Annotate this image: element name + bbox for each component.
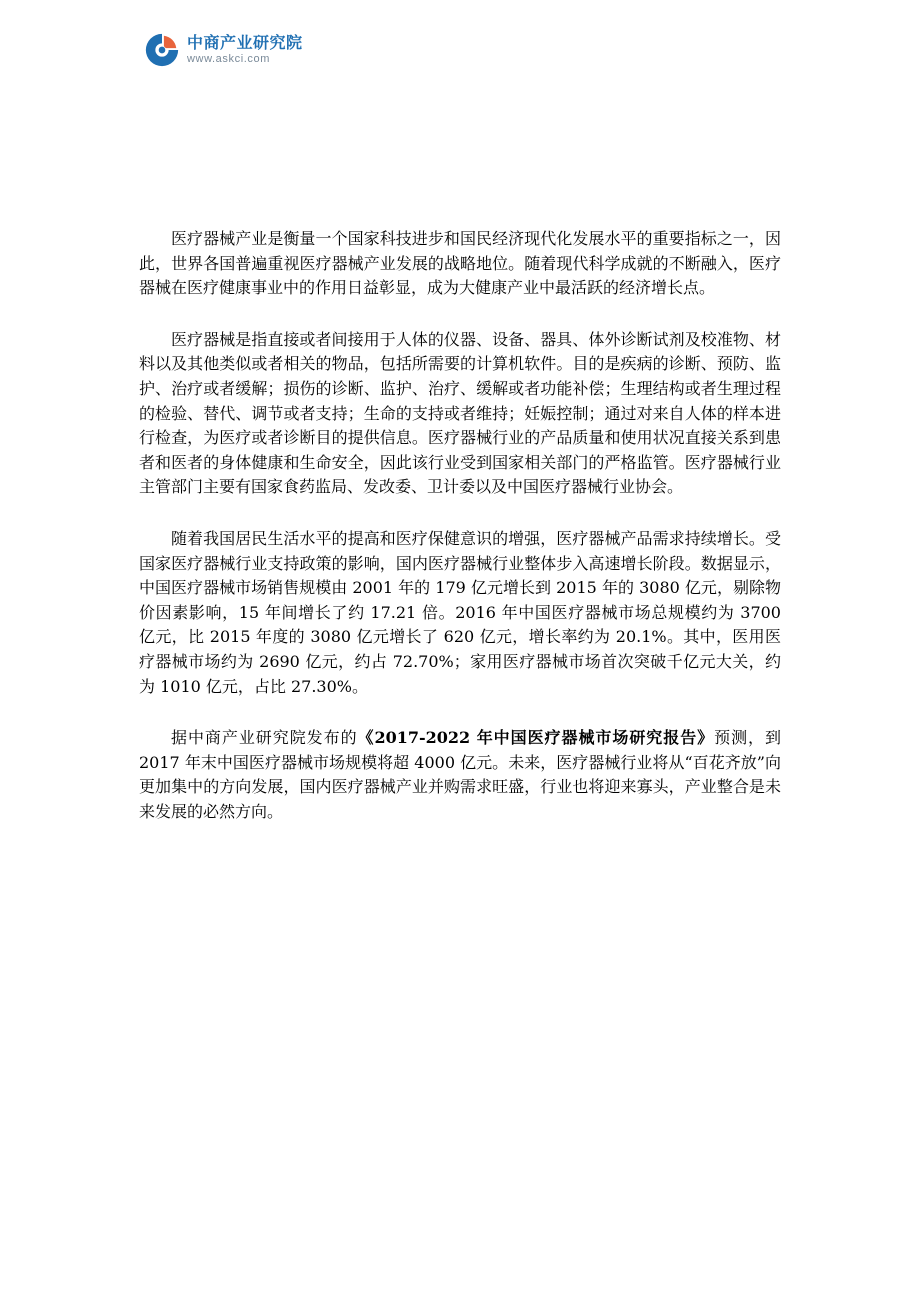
paragraph-industry-importance: 医疗器械产业是衡量一个国家科技进步和国民经济现代化发展水平的重要指标之一，因此，世界各国普遍重视医疗器械产业发展的战略地位。随着现代科学成就的不断融入，医疗器械在医疗健康事业中的作用日益彰显，成为大健康产业中最活跃的经济增长点。: [139, 229, 781, 298]
forecast-text-before: 据中商产业研究院发布的: [171, 728, 358, 748]
page-header: [143, 30, 303, 70]
logo-website-url: www.askci.com: [187, 53, 270, 65]
company-logo-icon: [143, 31, 181, 69]
paragraph-device-definition: 医疗器械是指直接或者间接用于人体的仪器、设备、器具、体外诊断试剂及校准物、材料以及其他类似或者相关的物品，包括所需要的计算机软件。目的是疾病的诊断、预防、监护、治疗或者缓解；损伤的诊断、监护、治疗、缓解或者功能补偿；生理结构或者生理过程的检验、替代、调节或者支持；生命的支持或者维持；妊娠控制；通过对来自人体的样本进行检查，为医疗或者诊断目的提供信息。医疗器械行业的产品质量和使用状况直接关系到患者和医者的身体健康和生命安全，因此该行业受到国家相关部门的严格监管。医疗器械行业主管部门主要有国家食药监局、发改委、卫计委以及中国医疗器械行业协会。: [139, 329, 781, 497]
forecast-text-after: 预测，到 2017 年末中国医疗器械市场规模将超 4000 亿元。未来，医疗器械行业将从“百花齐放”向更加集中的方向发展，国内医疗器械产业并购需求旺盛，行业也将迎来寡头，产业整合是未来发展的必然方向。: [139, 728, 781, 821]
article-body: [139, 227, 781, 851]
logo-text: [187, 35, 303, 65]
paragraph-market-forecast: [139, 726, 781, 824]
report-title: 《2017-2022 年中国医疗器械市场研究报告》: [357, 728, 715, 748]
paragraph-market-growth: 随着我国居民生活水平的提高和医疗保健意识的增强，医疗器械产品需求持续增长。受国家医疗器械行业支持政策的影响，国内医疗器械行业整体步入高速增长阶段。数据显示，中国医疗器械市场销售规模由 2001 年的 179 亿元增长到 2015 年的 3080 亿元，剔除物价因素影响，15 年间增长了约 17.21 倍。2016 年中国医疗器械市场总规模约为 3700 亿元，比 2015 年度的 3080 亿元增长了 620 亿元，增长率约为 20.1%。其中，医用医疗器械市场约为 2690 亿元，约占 72.70%；家用医疗器械市场首次突破千亿元大关，约为 1010 亿元，占比 27.30%。: [139, 528, 781, 696]
logo-company-name: 中商产业研究院: [187, 33, 303, 52]
